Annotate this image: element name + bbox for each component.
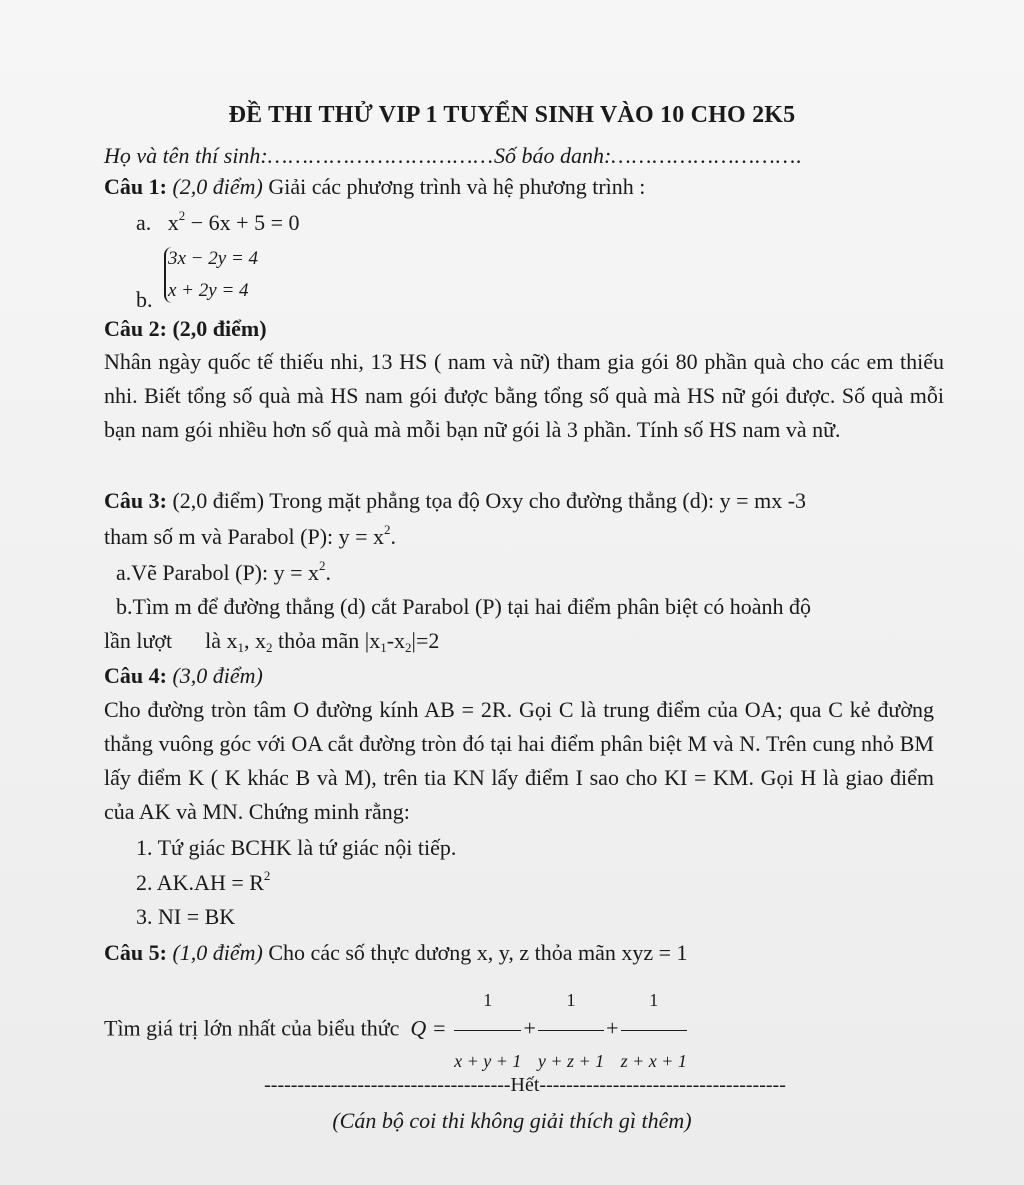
- end-marker: -------------------------------------Hết-------------------------------------: [264, 1074, 786, 1096]
- question-3-text-1: (2,0 điểm) Trong mặt phẳng tọa độ Oxy cho đường thẳng (d): y = mx -3: [172, 488, 807, 513]
- question-4-heading: [104, 661, 263, 691]
- fraction-3: $\frac{1}{z + x + 1}$: [621, 972, 687, 1089]
- question-4-text: Cho đường tròn tâm O đường kính AB = 2R. Gọi C là trung điểm của OA; qua C kẻ đường thẳng vuông góc với OA cắt đường tròn đó tại hai điểm phân biệt M và N. Trên cung nhỏ BM lấy điểm K ( K khác B và M), trên tia KN lấy điểm I sao cho KI = KM. Gọi H là giao điểm của AK và MN. Chứng minh rằng:: [104, 697, 934, 824]
- question-1-label: Câu 1:: [104, 174, 167, 199]
- fraction-1: $\frac{1}{x + y + 1}$: [454, 972, 521, 1089]
- question-5-expression-line: Tìm giá trị lớn nhất của biểu thức Q = $\frac{1}{x + y + 1}$ + $\frac{1}{y + z + 1}$ + $\frac{1}{z + x + 1}$: [104, 972, 689, 1089]
- question-4-item-1: 1. Tứ giác BCHK là tứ giác nội tiếp.: [136, 835, 457, 860]
- question-1b-system: [168, 243, 258, 307]
- question-3b-condition: lần lượt là $x_1$, $x_2$ thỏa mãn $|x_1-x_2|=2$: [104, 628, 440, 655]
- exam-title: ĐỀ THI THỬ VIP 1 TUYỂN SINH VÀO 10 CHO 2K5: [228, 102, 796, 128]
- question-4-points: (3,0 điểm): [172, 663, 263, 688]
- question-3b: b.Tìm m để đường thẳng (d) cắt Parabol (P) tại hai điểm phân biệt có hoành độ: [116, 594, 811, 619]
- question-2-label: Câu 2: (2,0 điểm): [104, 316, 267, 341]
- question-5-label: Câu 5:: [104, 940, 167, 965]
- question-1b-label: b.: [136, 287, 153, 312]
- question-1a-eq: $x^2 - 6x + 5 = 0$: [167, 208, 300, 235]
- question-2-text: Nhân ngày quốc tế thiếu nhi, 13 HS ( nam và nữ) tham gia gói 80 phần quà cho các em thiếu nhi. Biết tổng số quà mà HS nam gói được bằng tổng số quà mà HS nữ gói được. Số quà mỗi bạn nam gói nhiều hơn số quà mà mỗi bạn nữ gói là 3 phần. Tính số HS nam và nữ.: [104, 349, 944, 442]
- question-1-points: (2,0 điểm): [172, 174, 263, 199]
- question-3-line-2: tham số m và Parabol (P): $y = x^2$.: [104, 522, 397, 549]
- question-3-label: Câu 3:: [104, 488, 167, 513]
- id-label: Số báo danh:: [493, 143, 612, 168]
- question-1-heading: [104, 172, 645, 202]
- footer-note: (Cán bộ coi thi không giải thích gì thêm): [332, 1108, 692, 1133]
- question-5-heading: [104, 938, 688, 968]
- question-1a: [136, 208, 300, 238]
- id-dots: ……………………….: [611, 143, 803, 168]
- question-5-points: (1,0 điểm): [172, 940, 263, 965]
- candidate-info-line: [104, 141, 803, 171]
- question-1-text: Giải các phương trình và hệ phương trình :: [268, 174, 646, 199]
- question-4-label: Câu 4:: [104, 663, 167, 688]
- question-5-text-2: Tìm giá trị lớn nhất của biểu thức: [104, 1015, 400, 1041]
- question-1a-label: a.: [136, 210, 152, 235]
- system-eq-2: x + 2y = 4: [168, 280, 249, 301]
- question-5-text: Cho các số thực dương x, y, z thỏa mãn xyz = 1: [268, 940, 688, 965]
- fraction-2: $\frac{1}{y + z + 1}$: [538, 972, 604, 1089]
- name-label: Họ và tên thí sinh:: [104, 143, 268, 168]
- q-variable: Q =: [410, 1015, 447, 1041]
- question-3a: a.Vẽ Parabol (P): $y = x^2$.: [116, 558, 332, 585]
- question-4-item-2: 2. $AK.AH = R^2$: [136, 868, 271, 895]
- question-4-item-3: 3. NI = BK: [136, 904, 236, 929]
- question-3-line-1: [104, 486, 806, 516]
- system-eq-1: 3x − 2y = 4: [168, 248, 259, 269]
- name-dots: ……………………………: [267, 143, 494, 168]
